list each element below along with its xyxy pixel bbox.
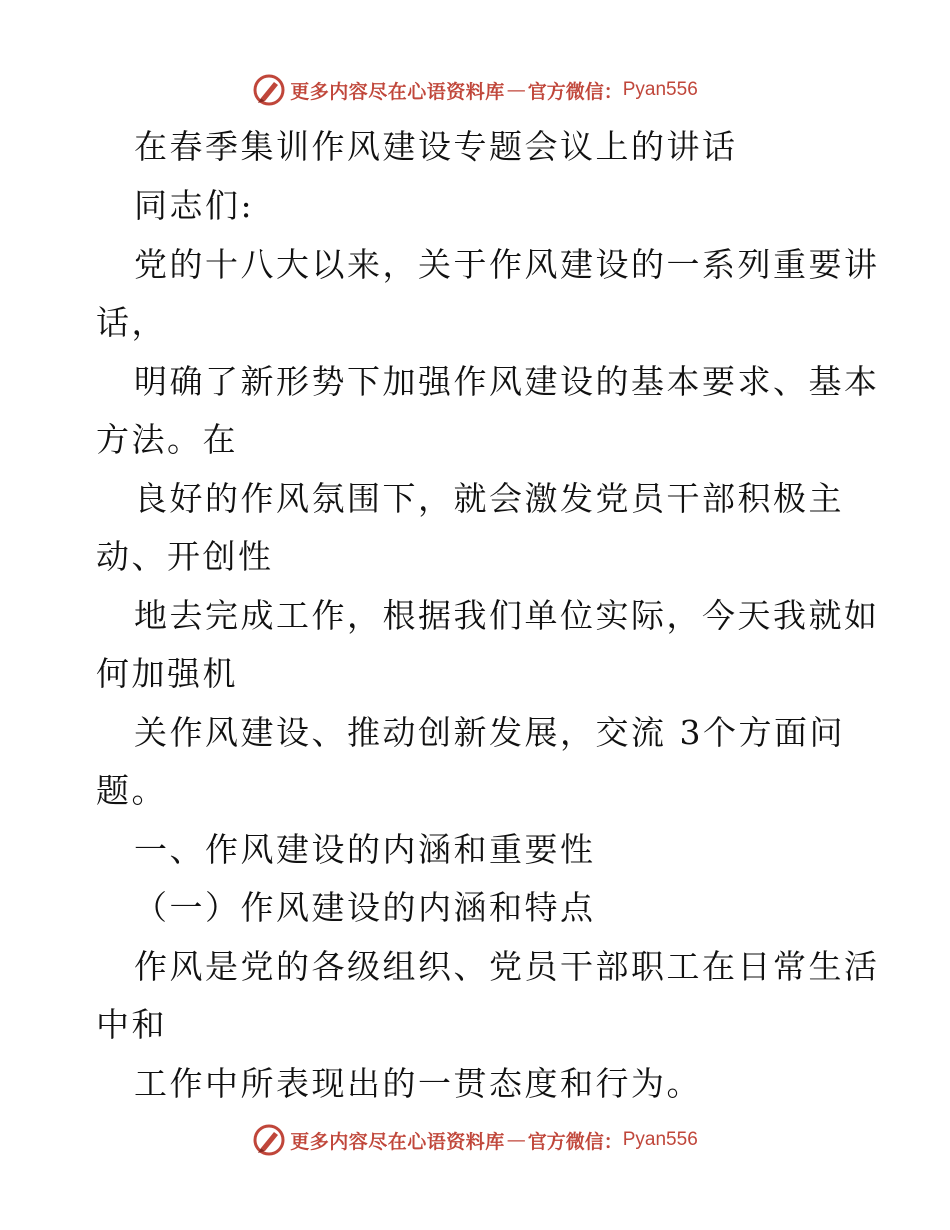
paragraph-line: 地去完成工作，根据我们单位实际，今天我就如 <box>134 596 880 635</box>
watermark-wechat-id: Pyan556 <box>622 1129 698 1150</box>
watermark-separator: — <box>506 1129 526 1151</box>
watermark-wechat-id: Pyan556 <box>622 79 698 100</box>
paragraph-line: 何加强机 <box>96 654 238 693</box>
paragraph-line: 中和 <box>96 1005 167 1044</box>
paragraph-line: 话， <box>96 303 167 342</box>
paragraph-line: 明确了新形势下加强作风建设的基本要求、基本 <box>134 362 880 401</box>
paragraph-line: 作风是党的各级组织、党员干部职工在日常生活 <box>134 947 880 986</box>
paragraph-line: 关作风建设、推动创新发展，交流 3个方面问 <box>134 713 845 752</box>
subsection-heading: （一）作风建设的内涵和特点 <box>134 888 596 927</box>
watermark-banner-bottom <box>0 1120 950 1160</box>
section-heading: 一、作风建设的内涵和重要性 <box>134 830 596 869</box>
paragraph-line: 题。 <box>96 771 167 810</box>
document-title: 在春季集训作风建设专题会议上的讲话 <box>134 127 738 166</box>
paragraph-line: 方法。在 <box>96 420 238 459</box>
paragraph-line: 良好的作风氛围下，就会激发党员干部积极主 <box>134 479 844 518</box>
watermark-wechat-label: 官方微信： <box>527 80 623 103</box>
paragraph-line: 工作中所表现出的一贯态度和行为。 <box>134 1064 702 1103</box>
watermark-wechat-label: 官方微信： <box>527 1130 623 1153</box>
paragraph-line: 动、开创性 <box>96 537 274 576</box>
watermark-brand: 更多内容尽在心语资料库 <box>290 80 505 103</box>
watermark-brand: 更多内容尽在心语资料库 <box>290 1130 505 1153</box>
salutation: 同志们: <box>134 186 255 225</box>
pen-seal-icon <box>252 1123 286 1157</box>
paragraph-line: 党的十八大以来，关于作风建设的一系列重要讲 <box>134 245 880 284</box>
watermark-separator: — <box>506 79 526 101</box>
